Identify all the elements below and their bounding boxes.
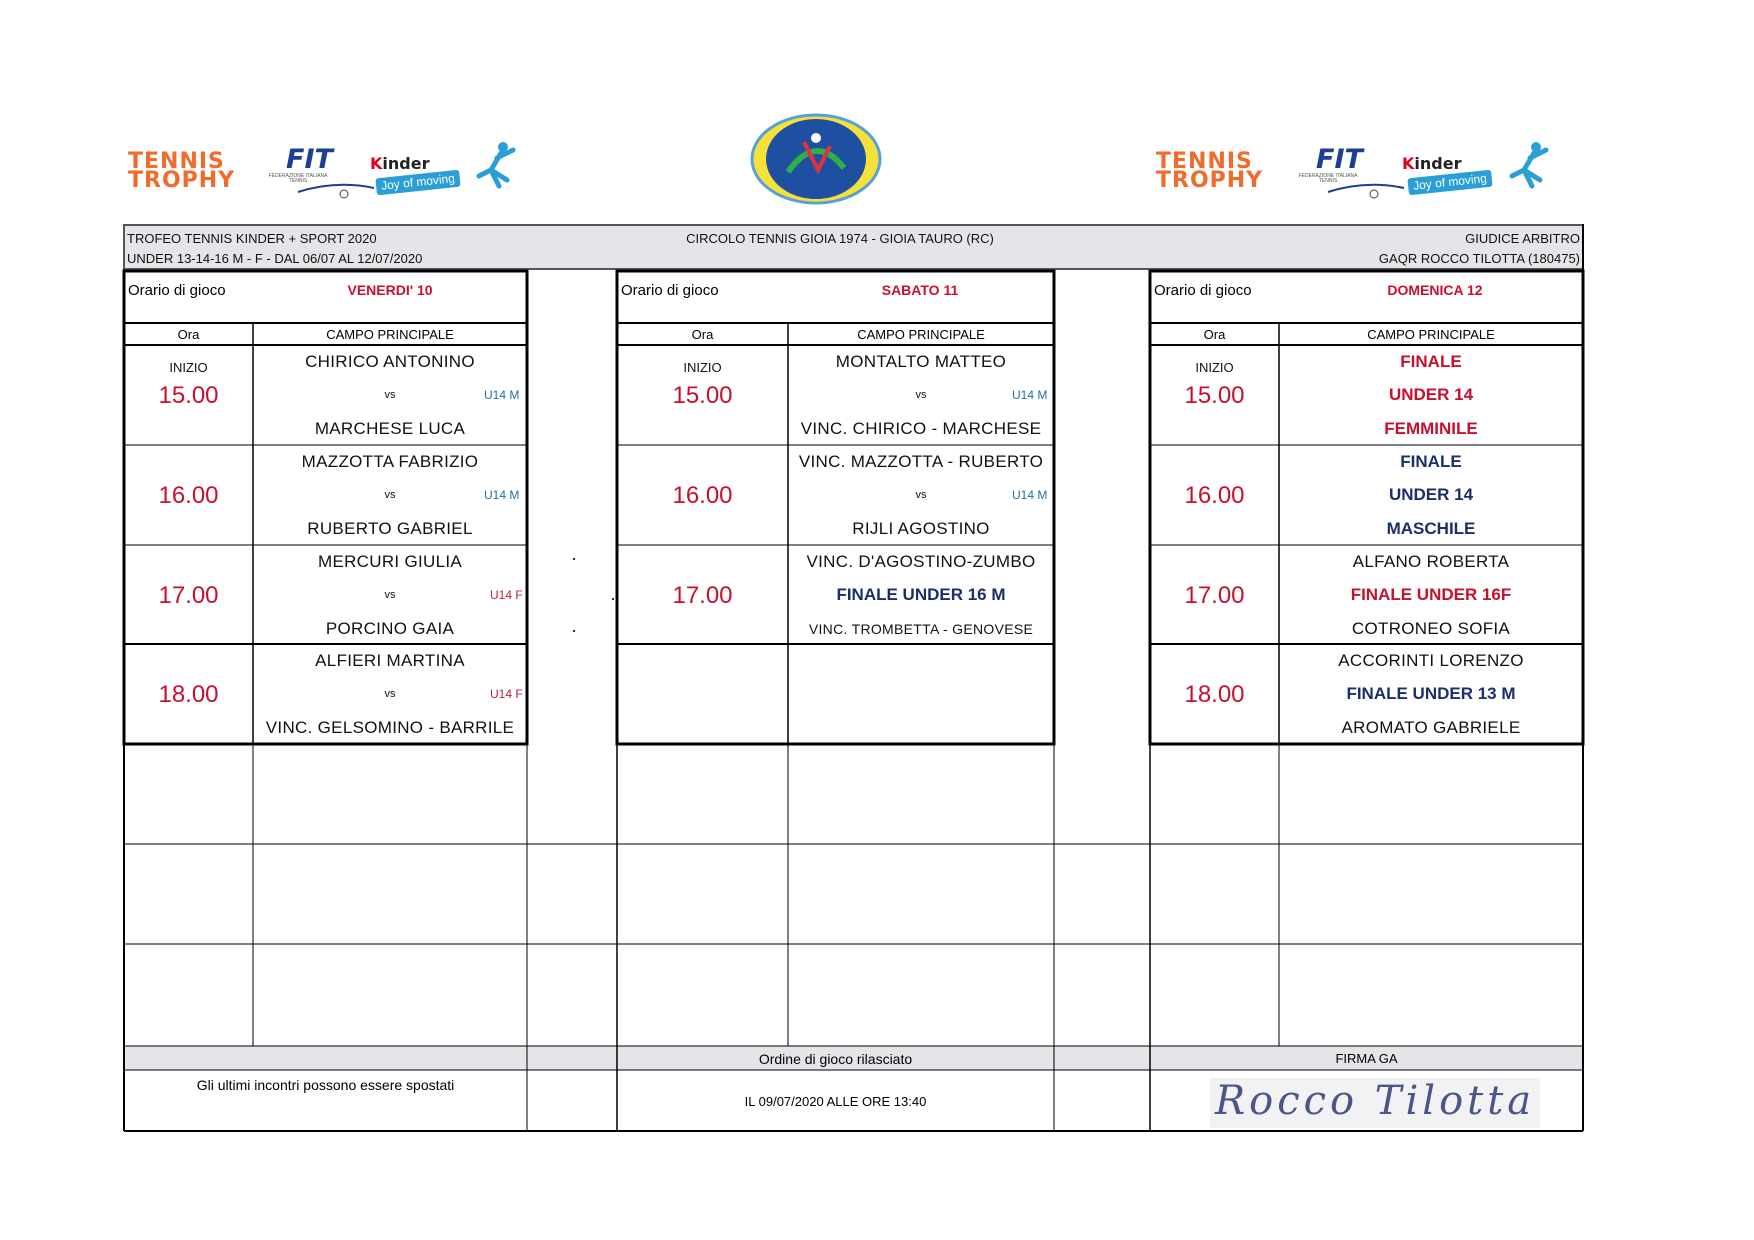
final-line-1: FINALE: [1400, 452, 1462, 471]
tennis-trophy-logo: TENNIS TROPHY: [1156, 149, 1264, 193]
player-bottom: VINC. CHIRICO - MARCHESE: [800, 419, 1042, 438]
tournament-dates: UNDER 13-14-16 M - F - DAL 06/07 AL 12/07/2020: [127, 251, 423, 266]
orario-label: Orario di gioco: [128, 282, 226, 299]
match-title: FINALE UNDER 13 M: [1346, 684, 1516, 703]
player-bottom: VINC. TROMBETTA - GENOVESE: [808, 621, 1034, 637]
tennis-player-icon: [1506, 140, 1551, 190]
slot-time: 15.00: [158, 382, 219, 409]
joy-of-moving-badge: Joy of moving: [375, 170, 460, 196]
inizio-label: INIZIO: [1195, 360, 1234, 375]
player-top: ACCORINTI LORENZO: [1338, 651, 1524, 670]
inizio-label: INIZIO: [169, 360, 208, 375]
player-top: ALFIERI MARTINA: [315, 651, 465, 670]
player-top: VINC. D'AGOSTINO-ZUMBO: [806, 552, 1036, 571]
fit-logo-subtitle: FEDERAZIONE ITALIANA TENNIS: [268, 173, 328, 184]
slot-time: 17.00: [158, 582, 219, 609]
referee-label: GIUDICE ARBITRO: [1465, 231, 1580, 246]
player-top: VINC. MAZZOTTA - RUBERTO: [798, 452, 1044, 471]
day-label: DOMENICA 12: [1387, 282, 1483, 298]
player-top: MAZZOTTA FABRIZIO: [301, 452, 479, 471]
player-top: MERCURI GIULIA: [318, 552, 462, 571]
vs-label: vs: [915, 389, 927, 401]
final-line-2: UNDER 14: [1388, 385, 1474, 404]
match-title: FINALE UNDER 16 M: [836, 585, 1006, 604]
club-emblem-icon: [748, 112, 884, 206]
column-header-campo: CAMPO PRINCIPALE: [1367, 327, 1495, 342]
column-header-campo: CAMPO PRINCIPALE: [326, 327, 454, 342]
column-header-ora: Ora: [1203, 327, 1226, 342]
club-name: CIRCOLO TENNIS GIOIA 1974 - GIOIA TAURO (RC): [686, 231, 994, 246]
player-bottom: AROMATO GABRIELE: [1341, 718, 1521, 737]
slot-time: 16.00: [672, 482, 733, 509]
column-header-campo: CAMPO PRINCIPALE: [857, 327, 985, 342]
final-line-3: MASCHILE: [1386, 519, 1476, 538]
slot-time: 15.00: [672, 382, 733, 409]
vs-label: vs: [384, 489, 396, 501]
stray-dot: [573, 558, 575, 560]
category-tag: U14 M: [484, 488, 520, 502]
logo-group-right: [1156, 140, 1556, 200]
player-bottom: COTRONEO SOFIA: [1351, 619, 1511, 638]
final-line-3: FEMMINILE: [1384, 419, 1478, 438]
joy-of-moving-badge: Joy of moving: [1407, 170, 1492, 196]
final-line-2: UNDER 14: [1388, 485, 1474, 504]
column-header-ora: Ora: [691, 327, 714, 342]
orario-label: Orario di gioco: [1154, 282, 1252, 299]
slot-time: 17.00: [672, 582, 733, 609]
signature: Rocco Tilotta: [1215, 1078, 1536, 1124]
fit-logo: FIT: [1316, 144, 1363, 175]
player-bottom: MARCHESE LUCA: [314, 419, 466, 438]
vs-label: vs: [384, 688, 396, 700]
kinder-logo-text: inder: [382, 154, 430, 173]
player-top: ALFANO ROBERTA: [1352, 552, 1510, 571]
slot-time: 16.00: [1184, 482, 1245, 509]
kinder-logo: Kinder: [370, 154, 430, 173]
issued-value: IL 09/07/2020 ALLE ORE 13:40: [744, 1094, 927, 1109]
match-title: FINALE UNDER 16F: [1350, 585, 1512, 604]
category-tag: U14 M: [1012, 488, 1048, 502]
referee-name: GAQR ROCCO TILOTTA (180475): [1378, 251, 1580, 266]
column-header-ora: Ora: [177, 327, 200, 342]
signature-label: FIRMA GA: [1335, 1051, 1398, 1066]
player-bottom: VINC. GELSOMINO - BARRILE: [265, 718, 515, 737]
issued-label: Ordine di gioco rilasciato: [758, 1051, 913, 1067]
vs-label: vs: [915, 489, 927, 501]
slot-time: 18.00: [1184, 681, 1245, 708]
fit-logo: FIT: [286, 144, 333, 175]
category-tag: U14 M: [1012, 388, 1048, 402]
category-tag: U14 F: [490, 588, 523, 602]
slot-time: 15.00: [1184, 382, 1245, 409]
category-tag: U14 F: [490, 687, 523, 701]
tennis-player-icon: [473, 140, 518, 190]
player-bottom: RIJLI AGOSTINO: [852, 519, 990, 538]
stray-dot: [612, 598, 614, 600]
vs-label: vs: [384, 589, 396, 601]
category-tag: U14 M: [484, 388, 520, 402]
stray-dot: [573, 630, 575, 632]
orario-label: Orario di gioco: [621, 282, 719, 299]
kinder-logo-text: inder: [1414, 154, 1462, 173]
logo-group-left: [128, 140, 518, 200]
day-label: VENERDI' 10: [347, 282, 433, 298]
player-top: MONTALTO MATTEO: [835, 352, 1007, 371]
fit-swoosh-icon: [1326, 178, 1406, 200]
player-bottom: RUBERTO GABRIEL: [307, 519, 473, 538]
slot-time: 16.00: [158, 482, 219, 509]
player-top: CHIRICO ANTONINO: [305, 352, 475, 371]
footer-note: Gli ultimi incontri possono essere spostati: [196, 1077, 455, 1093]
fit-swoosh-icon: [296, 178, 376, 200]
inizio-label: INIZIO: [683, 360, 722, 375]
kinder-logo: Kinder: [1402, 154, 1462, 173]
tennis-trophy-logo: TENNIS TROPHY: [128, 149, 236, 193]
day-label: SABATO 11: [881, 282, 959, 298]
tournament-title: TROFEO TENNIS KINDER + SPORT 2020: [127, 231, 377, 246]
final-line-1: FINALE: [1400, 352, 1462, 371]
slot-time: 18.00: [158, 681, 219, 708]
slot-time: 17.00: [1184, 582, 1245, 609]
fit-logo-subtitle: FEDERAZIONE ITALIANA TENNIS: [1298, 173, 1358, 184]
vs-label: vs: [384, 389, 396, 401]
player-bottom: PORCINO GAIA: [325, 619, 455, 638]
